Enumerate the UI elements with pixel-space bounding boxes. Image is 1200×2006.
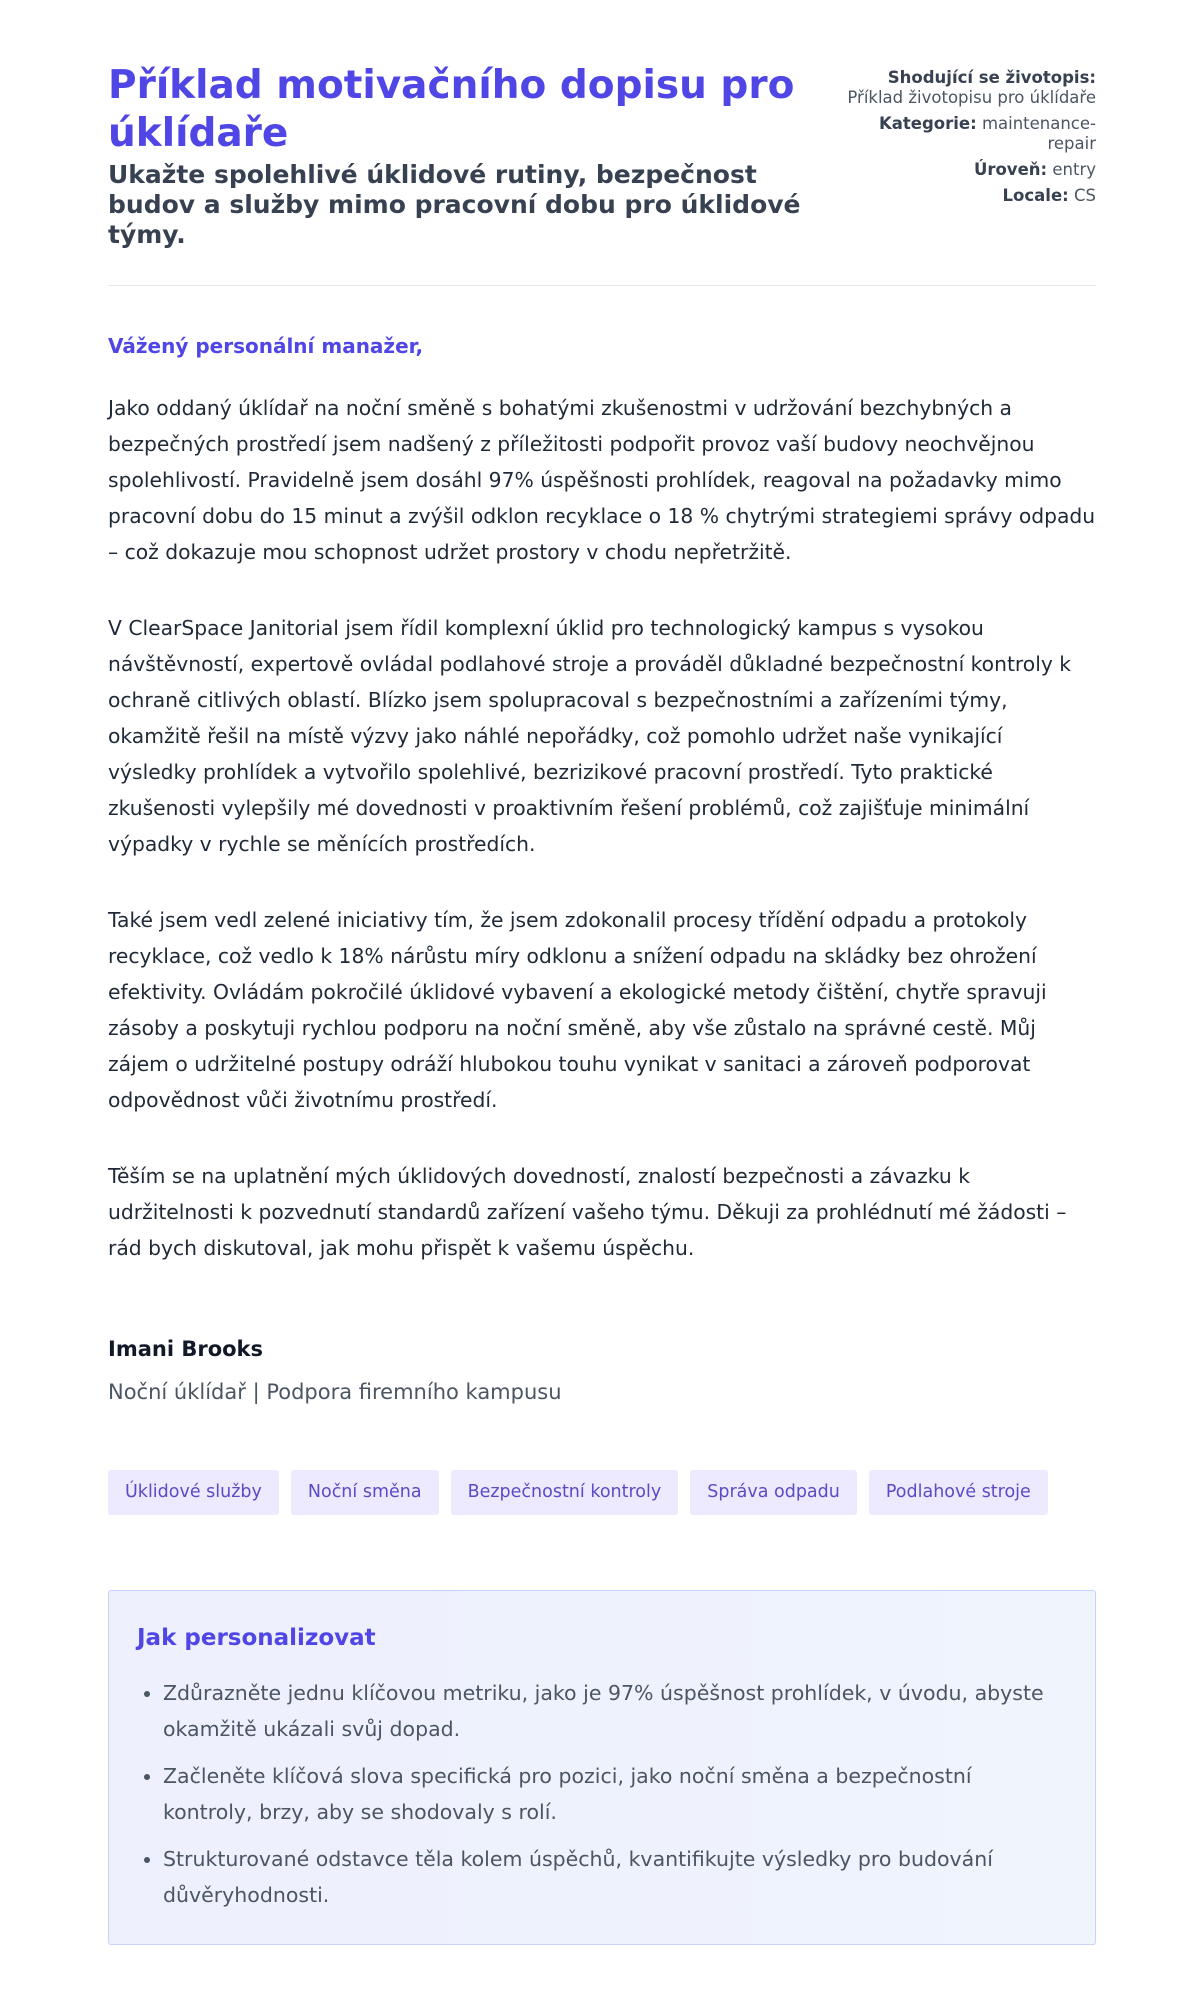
keyword-tags xyxy=(108,1470,1048,1515)
keyword-tag: Podlahové stroje xyxy=(869,1470,1048,1515)
letter-salutation: Vážený personální manažer, xyxy=(108,334,424,358)
meta-resume xyxy=(846,68,1096,108)
meta-locale-label: Locale: xyxy=(1002,186,1069,205)
meta-panel xyxy=(846,68,1096,212)
meta-category xyxy=(846,114,1096,154)
meta-level xyxy=(846,160,1096,180)
tips-item: • Strukturované odstavce těla kolem úspěchů, kvantifikujte výsledky pro budování důvěryhodnosti. xyxy=(163,1841,1063,1913)
letter-paragraph: Také jsem vedl zelené iniciativy tím, že jsem zdokonalil procesy třídění odpadu a protokoly recyklace, což vedlo k 18% nárůstu míry odklonu a snížení odpadu na skládky bez ohrožení efektivity. Ovládám pokročilé úklidové vybavení a ekologické metody čištění, chytře spravuji zásoby a poskytuji rychlou podporu na noční směně, aby vše zůstalo na správné cestě. Můj zájem o udržitelné postupy odráží hlubokou touhu vynikat v sanitaci a zároveň podporovat odpovědnost vůči životnímu prostředí. xyxy=(108,908,1047,1112)
cover-letter-page xyxy=(108,0,1096,1907)
keyword-tag: Úklidové služby xyxy=(108,1470,279,1515)
tips-item: • Zdůrazněte jednu klíčovou metriku, jako je 97% úspěšnost prohlídek, v úvodu, abyste okamžitě ukázali svůj dopad. xyxy=(163,1675,1063,1747)
meta-level-value: entry xyxy=(1052,160,1096,179)
meta-level-label: Úroveň: xyxy=(973,160,1048,179)
tips-item: • Začleněte klíčová slova specifická pro pozici, jako noční směna a bezpečnostní kontroly, brzy, aby se shodovaly s rolí. xyxy=(163,1758,1063,1830)
tips-title: Jak personalizovat xyxy=(137,1625,376,1651)
meta-category-value: maintenance-repair xyxy=(981,114,1096,153)
signature-role: Noční úklídař | Podpora firemního kampusu xyxy=(108,1380,562,1404)
page-title: Příklad motivačního dopisu pro úklídaře xyxy=(108,63,795,156)
keyword-tag: Správa odpadu xyxy=(690,1470,857,1515)
tips-list xyxy=(137,1675,1063,1924)
letter-paragraph: V ClearSpace Janitorial jsem řídil komplexní úklid pro technologický kampus s vysokou návštěvností, expertově ovládal podlahové stroje a prováděl důkladné bezpečnostní kontroly k ochraně citlivých oblastí. Blízko jsem spolupracoval s bezpečnostními a zařízeními týmy, okamžitě řešil na místě výzvy jako náhlé nepořádky, což pomohlo udržet naše vynikající výsledky prohlídek a vytvořilo spolehlivé, bezrizikové pracovní prostředí. Tyto praktické zkušenosti vylepšily mé dovednosti v proaktivním řešení problémů, což zajišťuje minimální výpadky v rychle se měnících prostředích. xyxy=(108,616,1072,856)
meta-resume-label: Shodující se životopis: xyxy=(887,68,1096,87)
signature-name: Imani Brooks xyxy=(108,1337,264,1361)
meta-locale xyxy=(846,186,1096,206)
letter-paragraph: Těším se na uplatnění mých úklidových dovedností, znalostí bezpečnosti a závazku k udržitelnosti k pozvednutí standardů zařízení vašeho týmu. Děkuji za prohlédnutí mé žádosti – rád bych diskutoval, jak mohu přispět k vašemu úspěchu. xyxy=(108,1164,1067,1260)
page-header xyxy=(108,0,1096,286)
letter-paragraph: Jako oddaný úklídař na noční směně s bohatými zkušenostmi v udržování bezchybných a bezpečných prostředí jsem nadšený z příležitosti podpořit provoz vaší budovy neochvějnou spolehlivostí. Pravidelně jsem dosáhl 97% úspěšnosti prohlídek, reagoval na požadavky mimo pracovní dobu do 15 minut a zvýšil odklon recyklace o 18 % chytrými strategiemi správy odpadu – což dokazuje mou schopnost udržet prostory v chodu nepřetržitě. xyxy=(108,396,1096,564)
personalize-tips-box xyxy=(108,1590,1096,1945)
meta-resume-value: Příklad životopisu pro úklídaře xyxy=(847,88,1096,107)
keyword-tag: Noční směna xyxy=(291,1470,439,1515)
letter-body xyxy=(108,390,1096,1306)
page-subtitle: Ukažte spolehlivé úklidové rutiny, bezpečnost budov a služby mimo pracovní dobu pro úklidové týmy. xyxy=(108,160,801,249)
meta-locale-value: CS xyxy=(1074,186,1096,205)
keyword-tag: Bezpečnostní kontroly xyxy=(451,1470,679,1515)
meta-category-label: Kategorie: xyxy=(878,114,977,133)
